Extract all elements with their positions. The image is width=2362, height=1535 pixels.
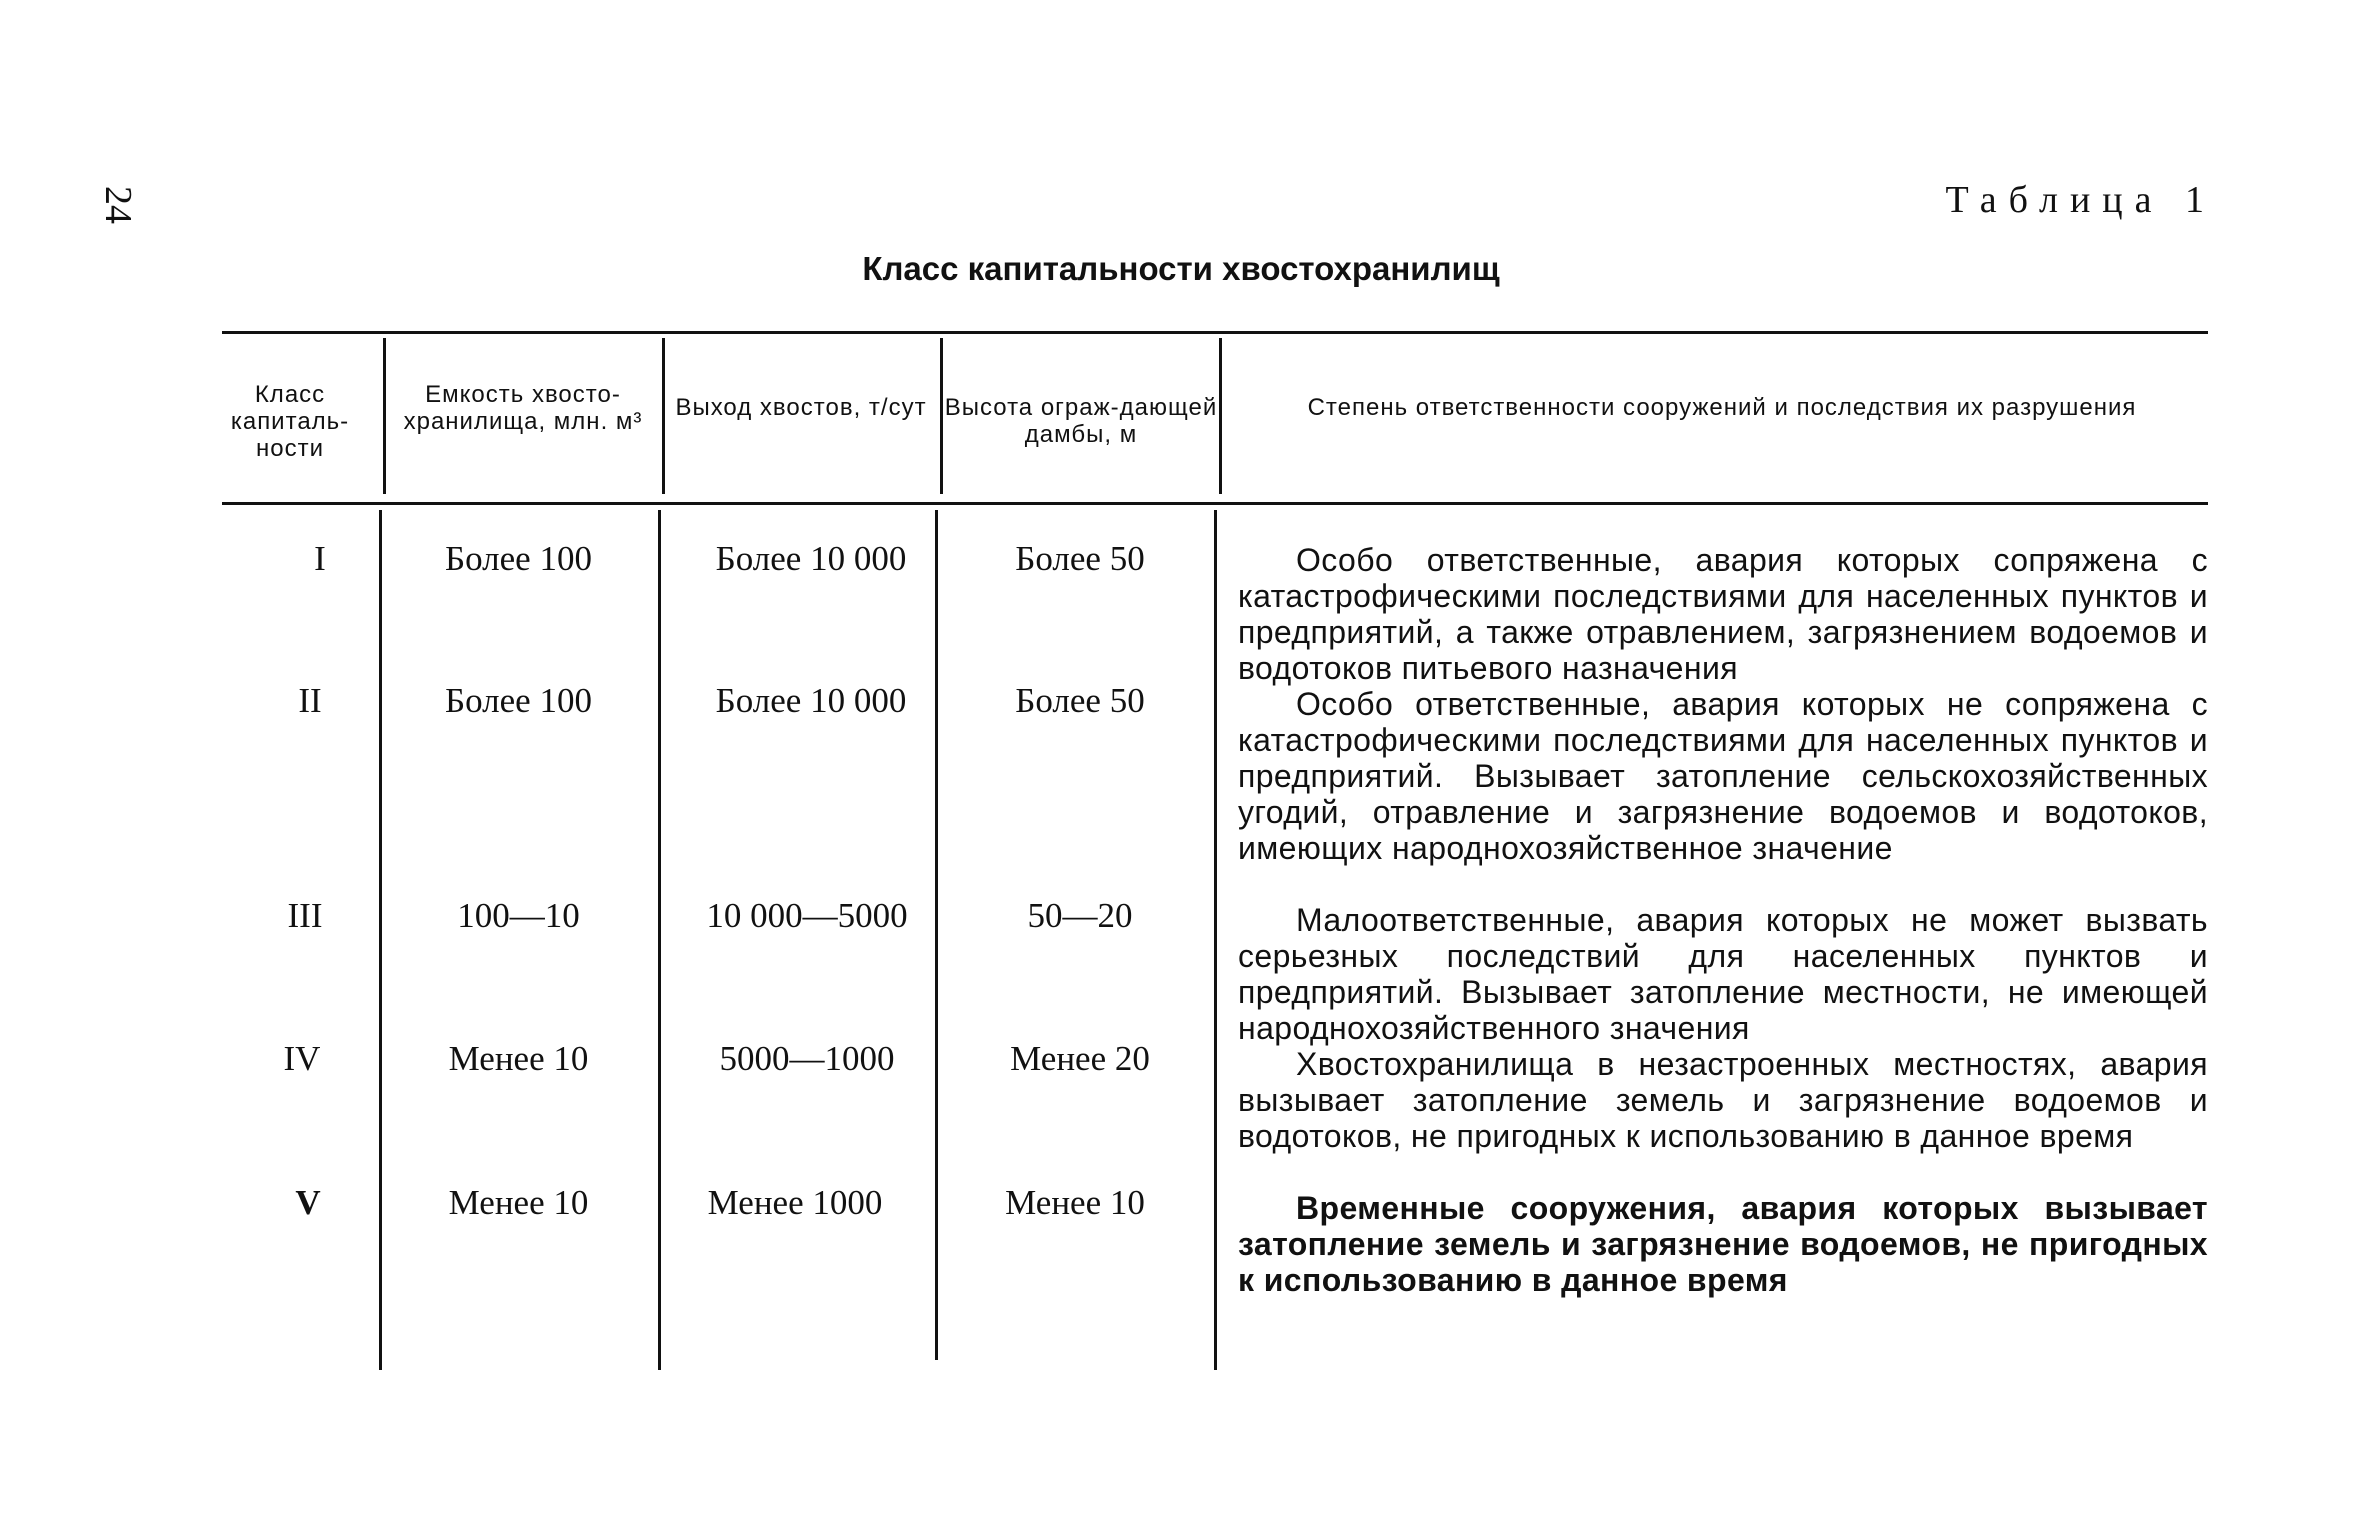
row-4-dam-height: Менее 20 <box>1010 1039 1150 1078</box>
row-3-output: 10 000—5000 <box>706 896 908 935</box>
row-1-class: I <box>314 539 326 578</box>
row-5-dam-height: Менее 10 <box>1005 1183 1145 1222</box>
row-4-capacity: Менее 10 <box>448 1039 589 1078</box>
column-divider-2 <box>662 338 665 494</box>
column-divider-1-body <box>379 510 382 1370</box>
column-divider-2-body <box>658 510 661 1370</box>
row-3-dam-height: 50—20 <box>1027 896 1133 935</box>
row-2-description: Особо ответственные, авария которых не сопряжена с катастрофическими последствиями для населенных пунктов и предприятий. Вызывает затопление сельскохозяйственных угодий, отравление и загрязнение водоемов и водотоков, имеющих народнохозяйственное значение <box>1238 686 2208 866</box>
table-title: Класс капитальности хвостохранилищ <box>862 250 1500 287</box>
row-4-class: IV <box>283 1039 321 1078</box>
header-responsibility: Степень ответственности сооружений и последствия их разрушения <box>1307 394 2137 421</box>
row-4-output: 5000—1000 <box>719 1039 895 1078</box>
table-label: Таблица 1 <box>1945 179 2216 221</box>
header-bottom-rule <box>222 502 2208 505</box>
row-5-capacity: Менее 10 <box>448 1183 589 1222</box>
table-top-rule <box>222 331 2208 334</box>
row-5-output: Менее 1000 <box>707 1183 883 1222</box>
header-output: Выход хвостов, т/сут <box>675 394 927 421</box>
row-1-output: Более 10 000 <box>715 539 907 578</box>
page-number: 24 <box>97 186 139 224</box>
row-5-class: V <box>295 1183 321 1222</box>
column-divider-3-body <box>935 510 938 1360</box>
row-4-description: Хвостохранилища в незастроенных местностях, авария вызывает затопление земель и загрязнение водоемов и водотоков, не пригодных к использованию в данное время <box>1238 1046 2208 1154</box>
row-5-description: Временные сооружения, авария которых вызывает затопление земель и загрязнение водоемов, не пригодных к использованию в данное время <box>1238 1190 2208 1298</box>
column-divider-4-body <box>1214 510 1217 1370</box>
row-3-description: Малоответственные, авария которых не может вызвать серьезных последствий для населенных пунктов и предприятий. Вызывает затопление местности, не имеющей народнохозяйственного значения <box>1238 902 2208 1046</box>
row-1-description: Особо ответственные, авария которых сопряжена с катастрофическими последствиями для населенных пунктов и предприятий, а также отравлением, загрязнением водоемов и водотоков питьевого назначения <box>1238 542 2208 686</box>
column-divider-1 <box>383 338 386 494</box>
row-1-dam-height: Более 50 <box>1015 539 1145 578</box>
row-1-capacity: Более 100 <box>445 539 592 578</box>
row-2-output: Более 10 000 <box>715 681 907 720</box>
header-capacity: Емкость хвосто-хранилища, млн. м³ <box>403 381 643 435</box>
row-2-dam-height: Более 50 <box>1015 681 1145 720</box>
row-3-capacity: 100—10 <box>457 896 580 935</box>
header-dam-height: Высота ограж-дающей дамбы, м <box>944 394 1218 448</box>
row-2-capacity: Более 100 <box>445 681 592 720</box>
row-3-class: III <box>287 896 323 935</box>
row-2-class: II <box>298 681 322 720</box>
header-class: Класс капиталь-ности <box>230 381 350 462</box>
